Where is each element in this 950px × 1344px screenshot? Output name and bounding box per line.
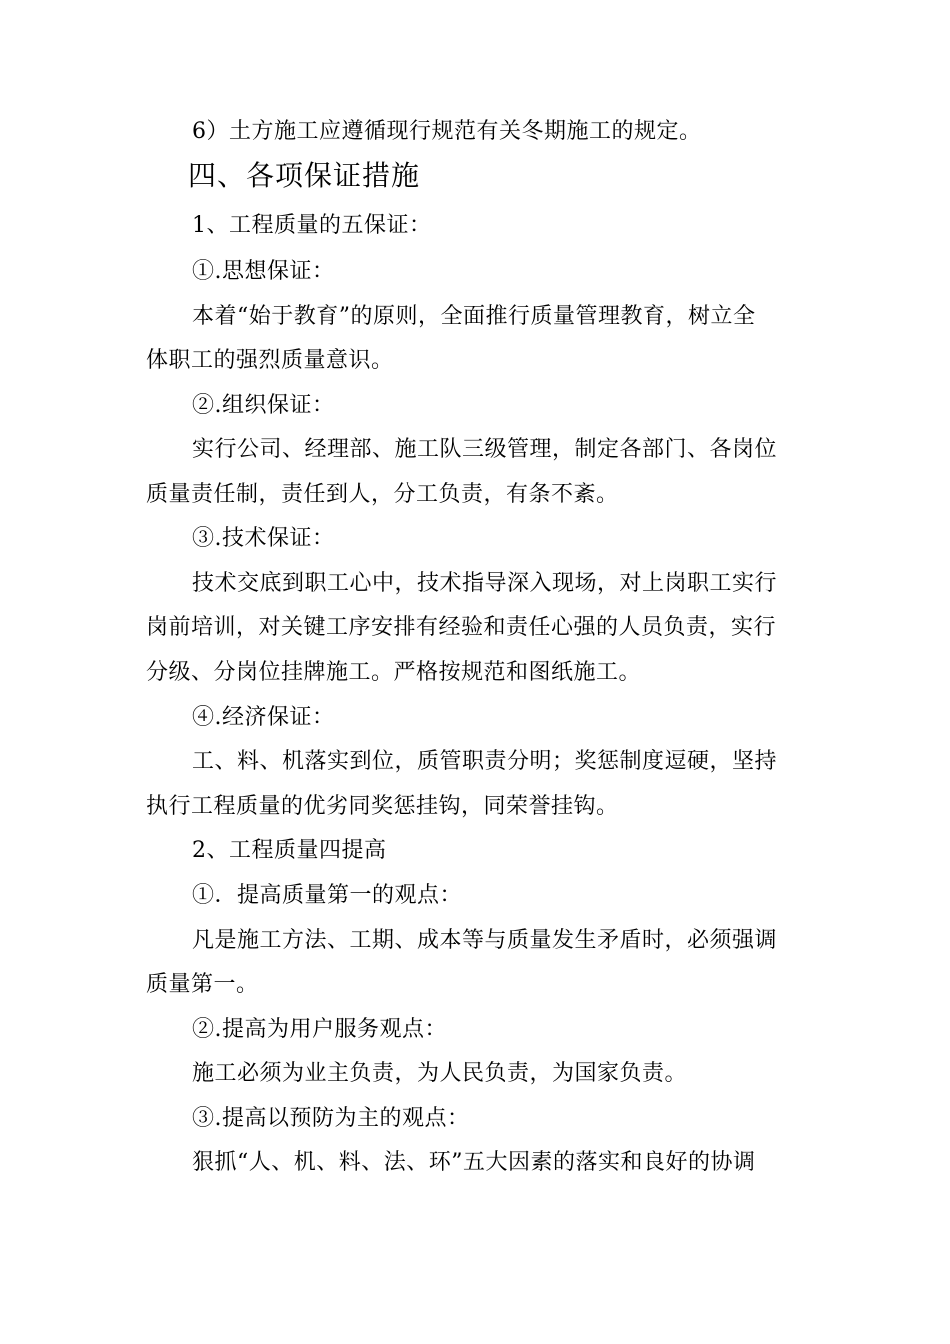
item-heading: ③.提高以预防为主的观点： xyxy=(192,1106,470,1131)
paragraph-line: 分级、分岗位挂牌施工。严格按规范和图纸施工。 xyxy=(146,660,642,685)
item-heading: ④.经济保证： xyxy=(192,705,335,730)
paragraph-line: 凡是施工方法、工期、成本等与质量发生矛盾时，必须强调 xyxy=(192,928,778,953)
item-heading: ①．提高质量第一的观点： xyxy=(192,883,463,908)
paragraph-line: 岗前培训，对关键工序安排有经验和责任心强的人员负责，实行 xyxy=(146,615,777,640)
section-heading: 四、各项保证措施 xyxy=(188,159,421,192)
item-heading: ③.技术保证： xyxy=(192,526,335,551)
paragraph-line: 本着“始于教育”的原则，全面推行质量管理教育，树立全 xyxy=(192,304,756,329)
paragraph-line: 执行工程质量的优劣同奖惩挂钩，同荣誉挂钩。 xyxy=(146,794,619,819)
subsection-heading: 2、工程质量四提高 xyxy=(192,838,387,863)
item-heading: ①.思想保证： xyxy=(192,259,335,284)
paragraph-line: 6）土方施工应遵循现行规范有关冬期施工的规定。 xyxy=(192,119,702,144)
paragraph-line: 狠抓“人、机、料、法、环”五大因素的落实和良好的协调 xyxy=(192,1150,756,1175)
paragraph-line: 实行公司、经理部、施工队三级管理，制定各部门、各岗位 xyxy=(192,437,778,462)
paragraph-line: 质量责任制，责任到人，分工负责，有条不紊。 xyxy=(146,482,619,507)
item-heading: ②.组织保证： xyxy=(192,393,335,418)
subsection-heading: 1、工程质量的五保证： xyxy=(192,213,432,238)
paragraph-line: 质量第一。 xyxy=(146,972,259,997)
paragraph-line: 体职工的强烈质量意识。 xyxy=(146,348,394,373)
paragraph-line: 技术交底到职工心中，技术指导深入现场，对上岗职工实行 xyxy=(192,571,778,596)
paragraph-line: 工、料、机落实到位，质管职责分明；奖惩制度逗硬，坚持 xyxy=(192,749,778,774)
item-heading: ②.提高为用户服务观点： xyxy=(192,1017,447,1042)
paragraph-line: 施工必须为业主负责，为人民负责，为国家负责。 xyxy=(192,1061,688,1086)
